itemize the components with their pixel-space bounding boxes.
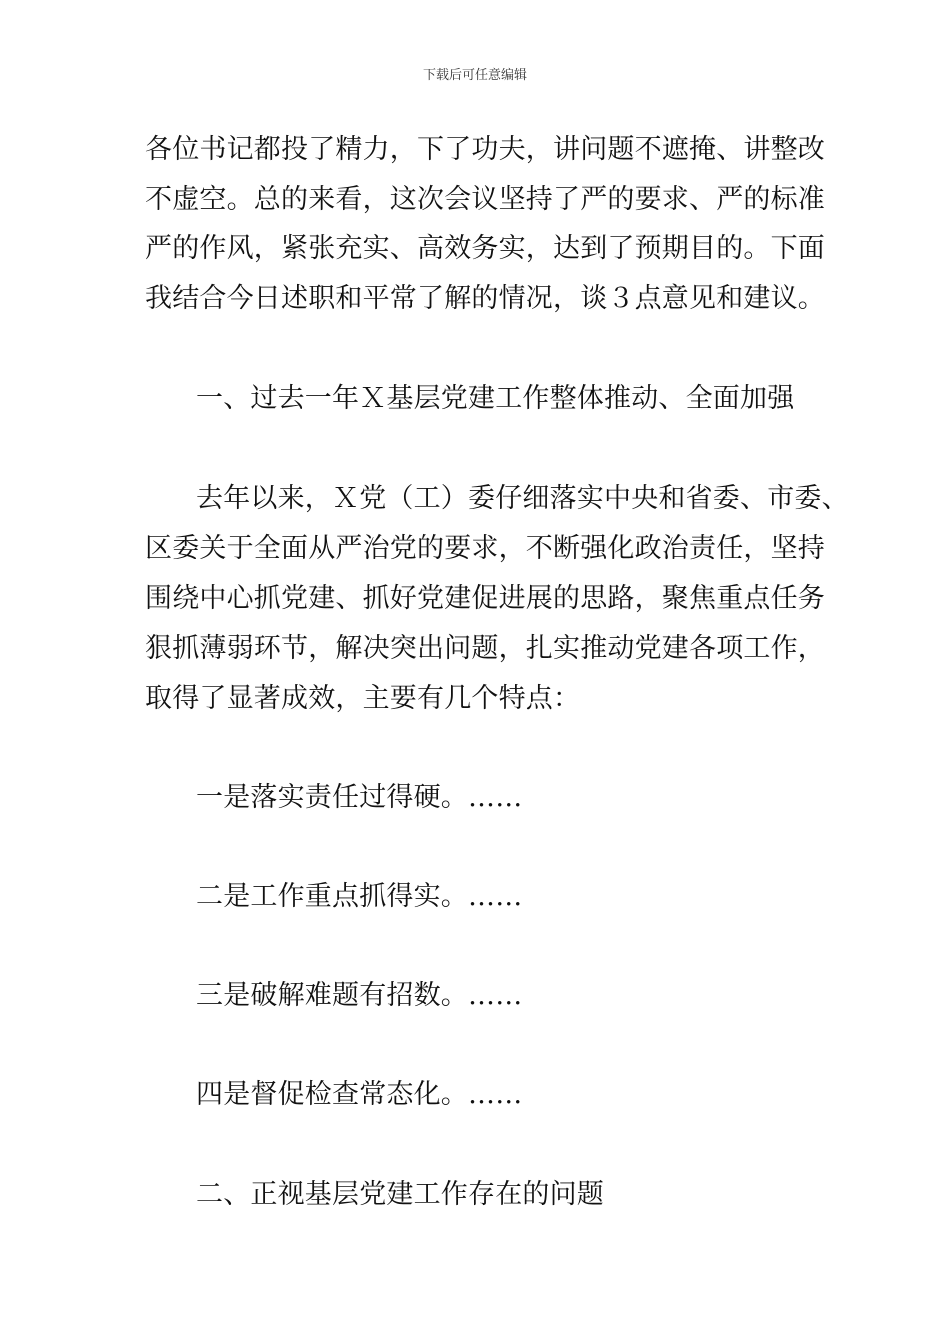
list-item: 三是破解难题有招数。……	[196, 980, 523, 1011]
list-item: 四是督促检查常态化。……	[196, 1079, 523, 1110]
section-heading: 二、正视基层党建工作存在的问题	[196, 1179, 604, 1210]
paragraph-line: 严的作风，紧张充实、高效务实，达到了预期目的。下面	[145, 233, 825, 264]
paragraph-line: 区委关于全面从严治党的要求，不断强化政治责任，坚持	[145, 533, 825, 564]
paragraph-line: 不虚空。总的来看，这次会议坚持了严的要求、严的标准	[145, 184, 825, 215]
section-heading: 一、过去一年Ｘ基层党建工作整体推动、全面加强	[196, 383, 795, 414]
paragraph-line: 去年以来，Ｘ党（工）委仔细落实中央和省委、市委、	[196, 483, 849, 514]
paragraph-line: 狠抓薄弱环节，解决突出问题，扎实推动党建各项工作，	[145, 633, 825, 664]
paragraph-line: 围绕中心抓党建、抓好党建促进展的思路，聚焦重点任务	[145, 583, 825, 614]
list-item: 二是工作重点抓得实。……	[196, 881, 523, 912]
paragraph-line: 各位书记都投了精力，下了功夫，讲问题不遮掩、讲整改	[145, 134, 825, 165]
page-header: 下载后可任意编辑	[422, 68, 527, 83]
paragraph-line: 取得了显著成效，主要有几个特点：	[145, 683, 581, 714]
list-item: 一是落实责任过得硬。……	[196, 782, 523, 813]
paragraph-line: 我结合今日述职和平常了解的情况，谈３点意见和建议。	[145, 283, 825, 314]
